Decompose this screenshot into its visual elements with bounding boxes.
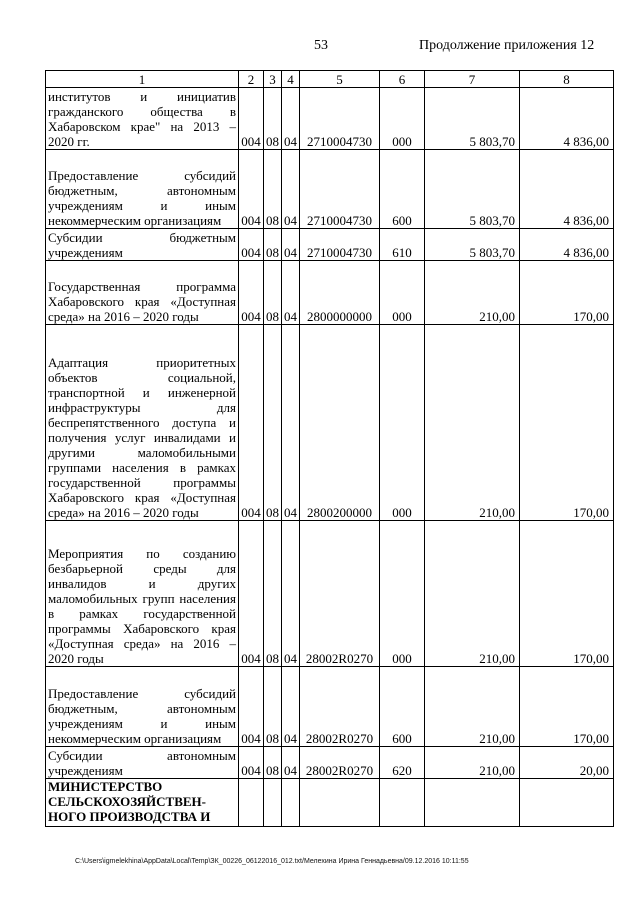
cell-amount-plan: 210,00: [425, 747, 520, 779]
column-header: 1: [46, 71, 239, 88]
cell-ministry-code: 004: [239, 150, 264, 229]
row-name: Субсидии бюджетным учреждениям: [46, 229, 239, 261]
cell-expense-type: 000: [380, 88, 425, 150]
cell-target-article: 2710004730: [300, 229, 380, 261]
cell-section: 08: [264, 747, 282, 779]
column-header: 7: [425, 71, 520, 88]
cell-target-article: [300, 779, 380, 827]
cell-amount-fact: 170,00: [520, 521, 614, 667]
row-name: Предоставление субсидий бюджетным, автономным учреждениям и иным некоммерческим организациям: [46, 150, 239, 229]
cell-section: 08: [264, 521, 282, 667]
cell-amount-fact: [520, 779, 614, 827]
cell-amount-fact: 4 836,00: [520, 88, 614, 150]
table-row: [46, 667, 614, 747]
cell-amount-plan: 5 803,70: [425, 229, 520, 261]
cell-amount-plan: 210,00: [425, 261, 520, 325]
column-header: 8: [520, 71, 614, 88]
cell-ministry-code: 004: [239, 229, 264, 261]
table-row: [46, 261, 614, 325]
cell-ministry-code: [239, 779, 264, 827]
budget-table: [45, 70, 614, 827]
footer-file-path: C:\Users\igmelekhina\AppData\Local\Temp\ЗК_00226_06122016_012.txt/Мелехина Ирина Геннадьевна/09.12.2016 10:11:55: [75, 858, 469, 865]
column-header: 6: [380, 71, 425, 88]
cell-section: 08: [264, 150, 282, 229]
cell-ministry-code: 004: [239, 261, 264, 325]
cell-amount-fact: 170,00: [520, 667, 614, 747]
cell-target-article: 2710004730: [300, 88, 380, 150]
column-header: 4: [282, 71, 300, 88]
cell-subsection: 04: [282, 325, 300, 521]
table-row: [46, 521, 614, 667]
cell-amount-plan: 210,00: [425, 667, 520, 747]
cell-expense-type: 000: [380, 521, 425, 667]
cell-subsection: 04: [282, 261, 300, 325]
cell-ministry-code: 004: [239, 667, 264, 747]
cell-expense-type: 620: [380, 747, 425, 779]
cell-target-article: 28002R0270: [300, 521, 380, 667]
row-name: институтов и инициатив гражданского общества в Хабаровском крае" на 2013 – 2020 гг.: [46, 88, 239, 150]
cell-target-article: 2710004730: [300, 150, 380, 229]
cell-subsection: 04: [282, 667, 300, 747]
table-header-row: [46, 71, 614, 88]
cell-subsection: 04: [282, 521, 300, 667]
cell-amount-plan: 210,00: [425, 325, 520, 521]
cell-expense-type: 600: [380, 667, 425, 747]
cell-section: 08: [264, 229, 282, 261]
table-row: [46, 150, 614, 229]
cell-section: 08: [264, 88, 282, 150]
cell-target-article: 2800000000: [300, 261, 380, 325]
column-header: 2: [239, 71, 264, 88]
cell-ministry-code: 004: [239, 88, 264, 150]
cell-expense-type: 000: [380, 325, 425, 521]
row-name: Субсидии автономным учреждениям: [46, 747, 239, 779]
cell-expense-type: 600: [380, 150, 425, 229]
row-name: Адаптация приоритетных объектов социальной, транспортной и инженерной инфраструктуры для беспрепятственного доступа и получения услуг инвалидами и другими маломобильными группами населения в рамках государственной программы Хабаровского края «Доступная среда» на 2016 – 2020 годы: [46, 325, 239, 521]
table-row: [46, 88, 614, 150]
table-row: [46, 229, 614, 261]
table-row: [46, 747, 614, 779]
cell-amount-plan: 210,00: [425, 521, 520, 667]
row-name: МИНИСТЕРСТВО СЕЛЬСКОХОЗЯЙСТВЕН-НОГО ПРОИЗВОДСТВА И: [46, 779, 239, 827]
cell-subsection: 04: [282, 150, 300, 229]
column-header: 3: [264, 71, 282, 88]
column-header: 5: [300, 71, 380, 88]
cell-amount-fact: 170,00: [520, 261, 614, 325]
table-row: [46, 325, 614, 521]
cell-ministry-code: 004: [239, 521, 264, 667]
cell-target-article: 28002R0270: [300, 747, 380, 779]
cell-amount-plan: 5 803,70: [425, 88, 520, 150]
cell-subsection: 04: [282, 747, 300, 779]
row-name: Мероприятия по созданию безбарьерной среды для инвалидов и других маломобильных групп населения в рамках государственной программы Хабаровского края «Доступная среда» на 2016 – 2020 годы: [46, 521, 239, 667]
cell-subsection: 04: [282, 88, 300, 150]
cell-expense-type: 000: [380, 261, 425, 325]
cell-subsection: [282, 779, 300, 827]
cell-amount-fact: 170,00: [520, 325, 614, 521]
cell-expense-type: 610: [380, 229, 425, 261]
row-name: Предоставление субсидий бюджетным, автономным учреждениям и иным некоммерческим организациям: [46, 667, 239, 747]
cell-amount-plan: 5 803,70: [425, 150, 520, 229]
cell-amount-fact: 20,00: [520, 747, 614, 779]
cell-ministry-code: 004: [239, 747, 264, 779]
table-row: [46, 779, 614, 827]
cell-section: 08: [264, 667, 282, 747]
cell-amount-fact: 4 836,00: [520, 229, 614, 261]
cell-expense-type: [380, 779, 425, 827]
page-number: 53: [314, 38, 328, 53]
cell-amount-fact: 4 836,00: [520, 150, 614, 229]
cell-subsection: 04: [282, 229, 300, 261]
cell-ministry-code: 004: [239, 325, 264, 521]
continuation-label: Продолжение приложения 12: [419, 38, 595, 53]
cell-section: [264, 779, 282, 827]
cell-target-article: 28002R0270: [300, 667, 380, 747]
cell-section: 08: [264, 325, 282, 521]
cell-target-article: 2800200000: [300, 325, 380, 521]
cell-amount-plan: [425, 779, 520, 827]
row-name: Государственная программа Хабаровского края «Доступная среда» на 2016 – 2020 годы: [46, 261, 239, 325]
cell-section: 08: [264, 261, 282, 325]
